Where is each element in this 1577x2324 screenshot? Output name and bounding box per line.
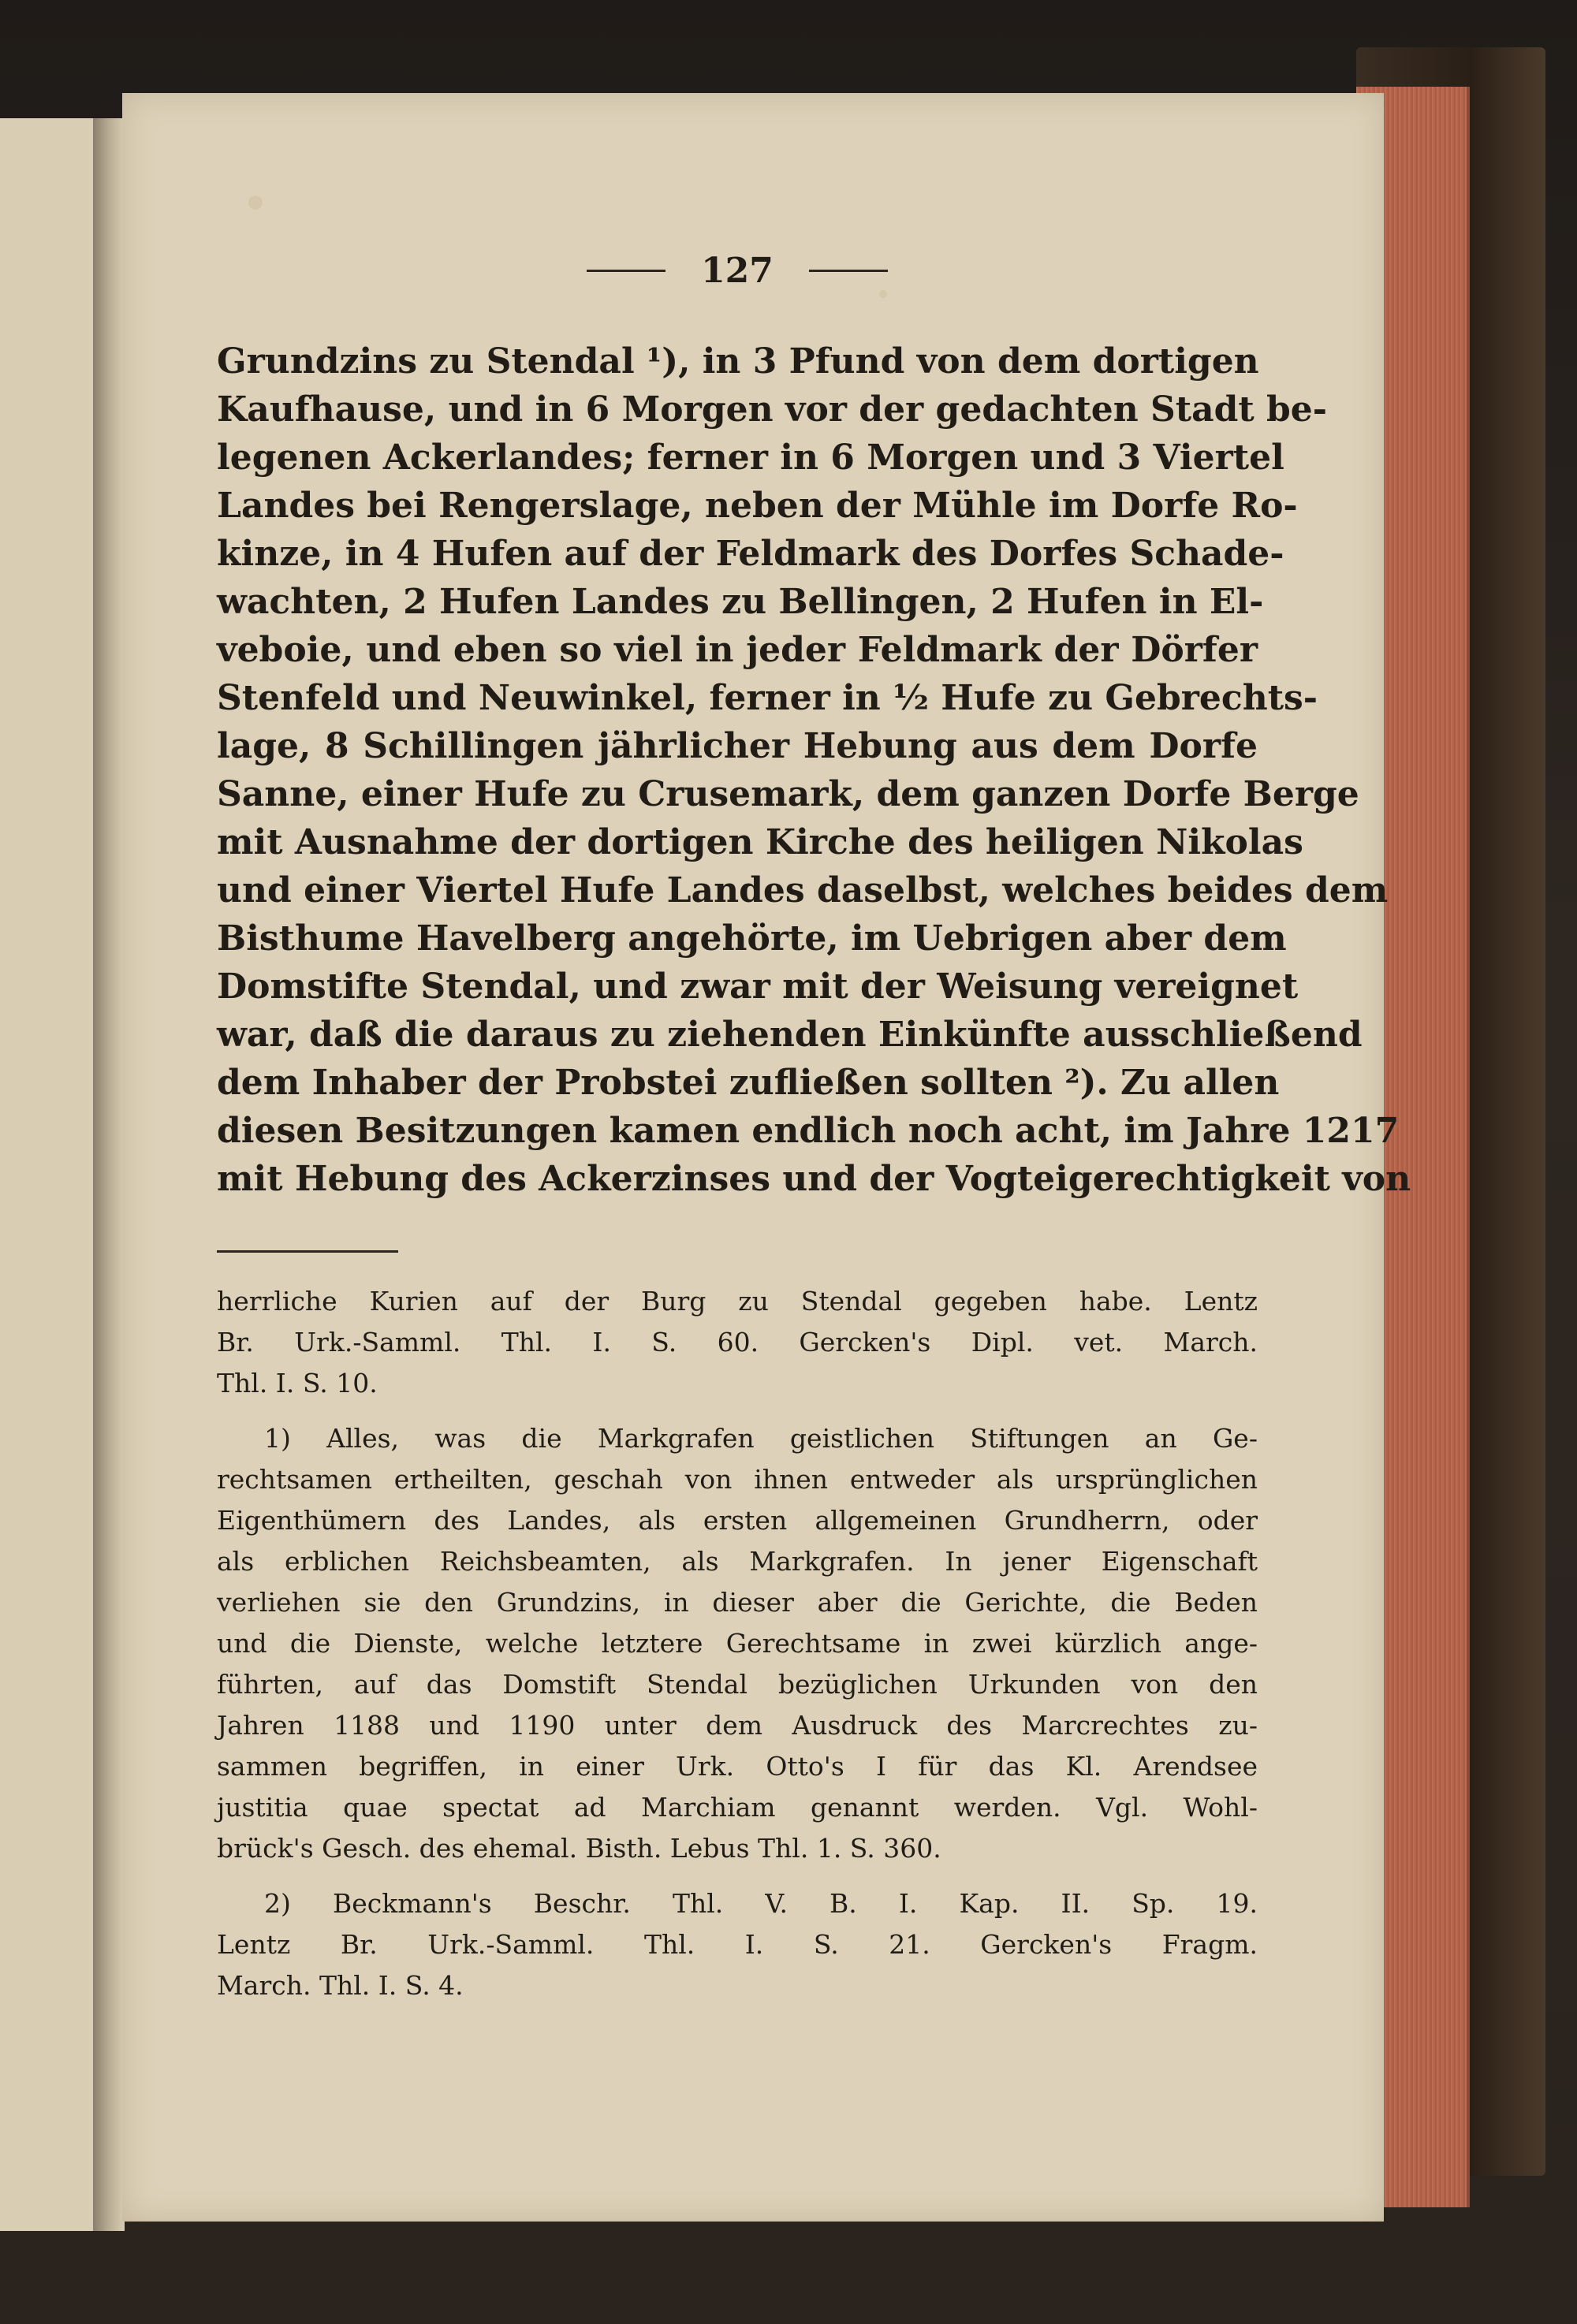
main-text-line: Domstifte Stendal, und zwar mit der Weisung vereignet	[217, 966, 1299, 1007]
main-text-line: und einer Viertel Hufe Landes daselbst, welches beides dem	[217, 870, 1389, 911]
footnote-line: herrliche Kurien auf der Burg zu Stendal gegeben habe. Lentz	[217, 1286, 1258, 1317]
footnote-line: brück's Gesch. des ehemal. Bisth. Lebus Thl. 1. S. 360.	[217, 1833, 941, 1864]
book-page	[122, 93, 1411, 2222]
page-stain	[248, 196, 263, 210]
footnote-line: rechtsamen ertheilten, geschah von ihnen entweder als ursprünglichen	[217, 1464, 1258, 1495]
main-text-line: veboie, und eben so viel in jeder Feldmark der Dörfer	[217, 630, 1258, 670]
book-gutter	[93, 118, 125, 2231]
footnote-line: Thl. I. S. 10.	[217, 1368, 378, 1398]
main-text-line: Grundzins zu Stendal ¹), in 3 Pfund von dem dortigen	[217, 341, 1259, 382]
footnote-line: als erblichen Reichsbeamten, als Markgrafen. In jener Eigenschaft	[217, 1546, 1258, 1577]
footnote-line: March. Thl. I. S. 4.	[217, 1970, 464, 2001]
header-rule-right	[809, 270, 888, 272]
main-text-line: Sanne, einer Hufe zu Crusemark, dem ganzen Dorfe Berge	[217, 774, 1359, 814]
main-text-line: lage, 8 Schillingen jährlicher Hebung aus dem Dorfe	[217, 726, 1258, 766]
footnote-continuation	[217, 1281, 1258, 1404]
footnote-separator	[217, 1250, 398, 1253]
header-rule-left	[587, 270, 665, 272]
main-text-line: diesen Besitzungen kamen endlich noch acht, im Jahre 1217	[217, 1111, 1400, 1151]
footnote-line: führten, auf das Domstift Stendal bezüglichen Urkunden von den	[217, 1669, 1258, 1700]
main-text-line: Stenfeld und Neuwinkel, ferner in ½ Hufe zu Gebrechts-	[217, 678, 1318, 718]
main-text-line: mit Ausnahme der dortigen Kirche des heiligen Nikolas	[217, 822, 1303, 862]
footnote-line: und die Dienste, welche letztere Gerechtsame in zwei kürzlich ange-	[217, 1628, 1258, 1659]
main-text-line: dem Inhaber der Probstei zufließen sollten ²). Zu allen	[217, 1063, 1280, 1103]
footnote-line: sammen begriffen, in einer Urk. Otto's I für das Kl. Arendsee	[217, 1751, 1258, 1782]
footnote-line: Lentz Br. Urk.-Samml. Thl. I. S. 21. Gercken's Fragm.	[217, 1929, 1258, 1960]
main-text	[217, 337, 1411, 1203]
left-page-edge	[0, 118, 100, 2231]
main-text-line: Kaufhause, und in 6 Morgen vor der gedachten Stadt be-	[217, 389, 1328, 430]
footnote-line: verliehen sie den Grundzins, in dieser aber die Gerichte, die Beden	[217, 1587, 1258, 1618]
footnote-1	[217, 1418, 1258, 1869]
main-text-line: war, daß die daraus zu ziehenden Einkünfte ausschließend	[217, 1015, 1363, 1055]
footnote-line: 1) Alles, was die Markgrafen geistlichen Stiftungen an Ge-	[264, 1423, 1258, 1454]
footnote-line: 2) Beckmann's Beschr. Thl. V. B. I. Kap. II. Sp. 19.	[264, 1888, 1258, 1919]
footnote-line: Eigenthümern des Landes, als ersten allgemeinen Grundherrn, oder	[217, 1505, 1258, 1536]
footnote-line: justitia quae spectat ad Marchiam genannt werden. Vgl. Wohl-	[217, 1792, 1258, 1823]
page-number: 127	[701, 251, 774, 291]
footnote-2	[217, 1883, 1258, 2006]
main-text-line: legenen Ackerlandes; ferner in 6 Morgen und 3 Viertel	[217, 438, 1284, 478]
main-text-line: mit Hebung des Ackerzinses und der Vogteigerechtigkeit von	[217, 1159, 1411, 1199]
footnote-line: Jahren 1188 und 1190 unter dem Ausdruck des Marcrechtes zu-	[217, 1710, 1258, 1741]
main-text-line: wachten, 2 Hufen Landes zu Bellingen, 2 Hufen in El-	[217, 582, 1264, 622]
page-content	[217, 251, 1411, 2020]
main-text-line: kinze, in 4 Hufen auf der Feldmark des Dorfes Schade-	[217, 534, 1284, 574]
page-header	[217, 251, 1258, 337]
main-text-line: Bisthume Havelberg angehörte, im Uebrigen aber dem	[217, 918, 1287, 959]
main-text-line: Landes bei Rengerslage, neben der Mühle im Dorfe Ro-	[217, 486, 1298, 526]
footnote-line: Br. Urk.-Samml. Thl. I. S. 60. Gercken's Dipl. vet. March.	[217, 1327, 1258, 1358]
